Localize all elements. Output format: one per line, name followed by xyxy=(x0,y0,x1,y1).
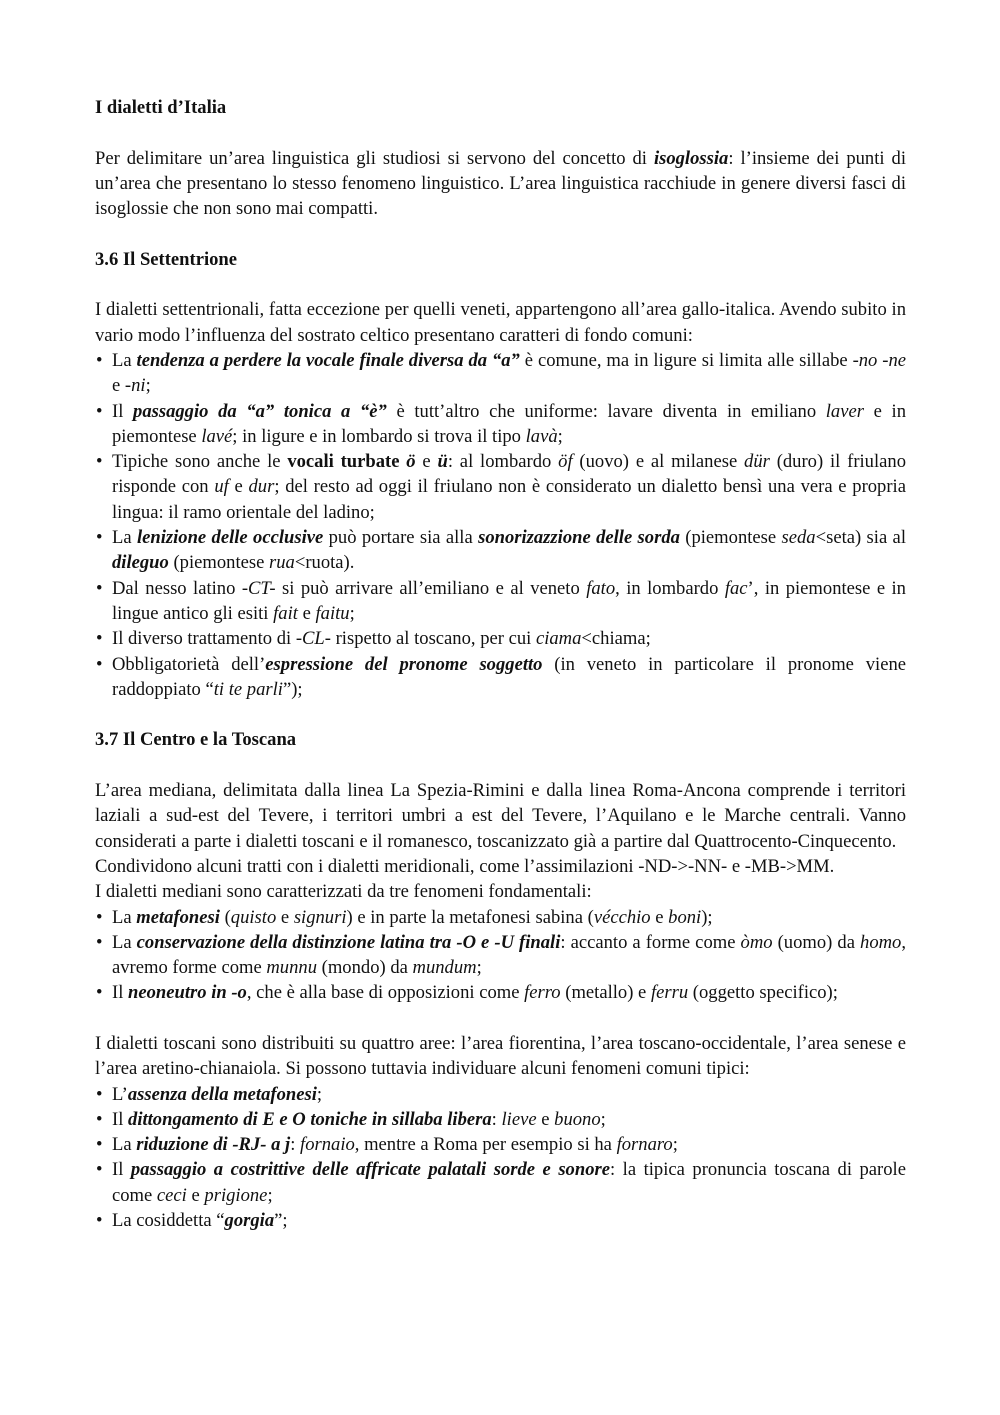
italic-term: -no -ne xyxy=(852,349,907,371)
text-run: I dialetti settentrionali, fatta eccezione per quelli veneti, appartengono all’area gallo-italica. Avendo subito in vario modo l’influenza del sostrato celtico presentano caratteri di fondo comuni: xyxy=(95,299,906,346)
text-run: La xyxy=(112,906,137,928)
italic-term: lieve xyxy=(501,1108,537,1130)
text-run: e xyxy=(112,375,125,397)
text-run: ; in ligure e in lombardo si trova il tipo xyxy=(232,425,526,447)
italic-term: òmo xyxy=(740,931,773,953)
settentrione-bullet-list xyxy=(95,348,906,702)
area-mediana-paragraph xyxy=(95,778,906,854)
text-run: Il xyxy=(112,1108,129,1130)
bullet-item xyxy=(95,449,906,525)
italic-term: boni xyxy=(668,906,702,928)
bullet-item xyxy=(95,652,906,703)
text-run: <ruota). xyxy=(294,552,355,574)
text-run: rispetto al toscano, per cui xyxy=(330,628,536,650)
bold-italic-term: ö xyxy=(406,451,416,473)
bold-italic-term: passaggio da “a” tonica a “è” xyxy=(133,400,387,422)
bold-italic-term: metafonesi xyxy=(136,906,220,928)
assimilazioni-paragraph xyxy=(95,854,906,879)
text-run: Obbligatorietà dell’ xyxy=(112,653,266,675)
italic-term: lavà xyxy=(525,425,558,447)
text-run: La cosiddetta “ xyxy=(112,1210,225,1232)
text-run: può portare sia alla xyxy=(323,527,479,549)
text-run: : l’insieme dei punti di un’area che presentano lo stesso fenomeno linguistico. L’area linguistica racchiude in genere diversi fasci di isoglossie che non sono mai compatti. xyxy=(95,147,906,220)
bullet-item xyxy=(95,1107,906,1132)
italic-term: signuri xyxy=(293,906,347,928)
text-run: ); xyxy=(701,906,713,928)
text-run: Il diverso trattamento di xyxy=(112,628,296,650)
text-run: (duro) il friulano risponde con xyxy=(112,451,906,498)
text-run: e xyxy=(536,1108,555,1130)
text-run: ; xyxy=(557,425,563,447)
italic-term: rua xyxy=(269,552,295,574)
italic-term: fait xyxy=(273,602,298,624)
bullet-item xyxy=(95,399,906,450)
dialetti-toscani-paragraph xyxy=(95,1031,906,1082)
text-run: ; xyxy=(316,1083,323,1105)
text-run: Condividono alcuni tratti con i dialetti meridionali, come l’assimilazioni -ND->-NN- e -MB->MM. xyxy=(95,855,835,877)
text-run: (uomo) da xyxy=(772,931,861,953)
text-run: ; xyxy=(672,1134,678,1156)
text-run: Il xyxy=(112,1159,131,1181)
text-run: si può arrivare all’emiliano e al veneto xyxy=(275,577,587,599)
bullet-item xyxy=(95,1157,906,1208)
bold-italic-term: gorgia xyxy=(224,1210,275,1232)
italic-term: ceci xyxy=(156,1184,187,1206)
text-run: I dialetti toscani sono distribuiti su quattro aree: l’area fiorentina, l’area toscano-occidentale, l’area senese e l’area aretino-chianaiola. Si possono tuttavia individuare alcuni fenomeni comuni tipici: xyxy=(95,1032,906,1080)
bold-italic-term: riduzione di -RJ- a j xyxy=(136,1134,291,1156)
bold-term: vocali turbate xyxy=(287,451,407,473)
text-run: ; xyxy=(145,375,151,397)
text-run: (mondo) da xyxy=(317,957,413,979)
italic-term: fornaro xyxy=(616,1134,673,1156)
section-heading-centro-toscana: 3.7 Il Centro e la Toscana xyxy=(95,729,297,751)
bold-italic-term: neoneutro in -o xyxy=(128,982,247,1004)
italic-term: munnu xyxy=(266,957,317,979)
italic-term: ti te parli xyxy=(213,678,283,700)
bold-italic-term: dileguo xyxy=(112,552,169,574)
text-run: e xyxy=(650,906,669,928)
mediani-bullet-list xyxy=(95,905,906,1006)
italic-term: fornaio xyxy=(300,1134,355,1156)
italic-term: mundum xyxy=(412,957,477,979)
italic-term: fato xyxy=(586,577,616,599)
italic-term: lavé xyxy=(201,425,233,447)
text-run: L’area mediana, delimitata dalla linea La Spezia-Rimini e dalla linea Roma-Ancona comprende i territori laziali a sud-est del Tevere, i territori umbri a est del Tevere, l’Aquilano e le Marche centrali. Vanno considerati a parte i dialetti toscani e il romanesco, toscanizzato già a partire dal Quattrocento-Cinquecento. xyxy=(95,780,906,852)
text-run: (piemontese xyxy=(168,552,269,574)
text-run: , avremo forme come xyxy=(112,931,906,979)
section-heading-settentrione: 3.6 Il Settentrione xyxy=(95,248,238,270)
text-run: ( xyxy=(219,906,231,928)
page-title: I dialetti d’Italia xyxy=(95,97,227,118)
italic-term: quisto xyxy=(230,906,277,928)
text-run: (piemontese xyxy=(679,527,782,549)
bold-italic-term: assenza della metafonesi xyxy=(127,1083,317,1105)
text-run: e in piemontese xyxy=(112,400,906,447)
text-run: (metallo) e xyxy=(560,982,651,1004)
italic-term: ferru xyxy=(650,982,689,1004)
text-run: e xyxy=(415,451,438,473)
text-run: <chiama; xyxy=(581,628,651,650)
italic-term: homo xyxy=(860,931,902,953)
bold-italic-term: sonorizazzione delle sorda xyxy=(478,527,680,549)
italic-term: -CT- xyxy=(241,577,276,599)
text-run: L’ xyxy=(112,1083,128,1105)
italic-term: ciama xyxy=(535,628,582,650)
bold-italic-term: isoglossia xyxy=(653,147,729,169)
bullet-item xyxy=(95,626,906,651)
bullet-item xyxy=(95,1082,906,1107)
text-run: La xyxy=(112,527,137,549)
text-run: : al lombardo xyxy=(447,451,559,473)
text-run: ”); xyxy=(282,678,303,700)
bold-italic-term: espressione del pronome soggetto xyxy=(265,653,543,675)
text-run: e xyxy=(297,602,316,624)
text-run: : la tipica pronuncia toscana di parole come xyxy=(112,1159,906,1206)
italic-term: dür xyxy=(744,451,770,473)
bullet-item xyxy=(95,525,906,576)
bold-italic-term: ü xyxy=(437,451,448,473)
text-run: ; xyxy=(349,602,355,624)
bullet-item xyxy=(95,576,906,627)
text-run: Dal nesso latino xyxy=(112,577,242,599)
text-run: ’, in piemontese e in lingue antico gli esiti xyxy=(112,577,906,624)
text-run: (oggetto specifico); xyxy=(688,982,838,1004)
text-run: : xyxy=(290,1134,301,1156)
italic-term: öf xyxy=(558,451,573,473)
text-run: ; xyxy=(267,1184,273,1206)
bullet-item xyxy=(95,980,906,1005)
text-run: ; xyxy=(600,1108,606,1130)
italic-term: prigione xyxy=(204,1184,268,1206)
settentrione-lead-paragraph xyxy=(95,297,906,348)
italic-term: dur xyxy=(248,476,275,498)
bold-italic-term: tendenza a perdere la vocale finale diversa da “a” xyxy=(136,349,520,371)
italic-term: fac xyxy=(724,577,748,599)
text-run: ) e in parte la metafonesi sabina ( xyxy=(346,906,594,928)
text-run: , in lombardo xyxy=(615,577,725,599)
italic-term: -CL- xyxy=(295,628,331,650)
text-run: <seta) sia al xyxy=(815,527,906,549)
italic-term: uf xyxy=(214,476,229,498)
text-run: Il xyxy=(112,400,134,422)
italic-term: ferro xyxy=(524,982,561,1004)
text-run: è tutt’altro che uniforme: lavare diventa in emiliano xyxy=(386,400,826,422)
text-run: ; del resto ad oggi il friulano non è considerato un dialetto bensì una vera e propria lingua: il ramo orientale del ladino; xyxy=(112,476,906,523)
text-run: , mentre a Roma per esempio si ha xyxy=(354,1134,617,1156)
fenomeni-mediani-paragraph xyxy=(95,879,906,904)
text-run: Il xyxy=(112,982,129,1004)
text-run: : xyxy=(491,1108,502,1130)
bold-italic-term: lenizione delle occlusive xyxy=(136,527,324,549)
bold-italic-term: passaggio a costrittive delle affricate palatali sorde e sonore xyxy=(130,1159,610,1181)
text-run: I dialetti mediani sono caratterizzati da tre fenomeni fondamentali: xyxy=(95,881,592,903)
bullet-item xyxy=(95,1132,906,1157)
bold-italic-term: conservazione della distinzione latina tra -O e -U finali xyxy=(136,931,561,953)
text-run: Tipiche sono anche le xyxy=(112,451,288,473)
text-run: Per delimitare un’area linguistica gli studiosi si servono del concetto di xyxy=(95,147,654,169)
italic-term: -ni xyxy=(124,375,146,397)
document-body xyxy=(95,95,906,1233)
text-run: e xyxy=(186,1184,205,1206)
text-run: La xyxy=(112,931,137,953)
text-run: : accanto a forme come xyxy=(560,931,741,953)
italic-term: faitu xyxy=(315,602,350,624)
bullet-item xyxy=(95,905,906,930)
text-run: , che è alla base di opposizioni come xyxy=(246,982,525,1004)
text-run: (in veneto in particolare il pronome viene raddoppiato “ xyxy=(112,653,907,700)
italic-term: laver xyxy=(825,400,864,422)
text-run: è comune, ma in ligure si limita alle sillabe xyxy=(519,349,853,371)
italic-term: seda xyxy=(781,527,816,549)
bold-italic-term: dittongamento di E e O toniche in sillaba libera xyxy=(128,1108,492,1130)
text-run: La xyxy=(112,1134,137,1156)
toscani-bullet-list xyxy=(95,1082,906,1234)
text-run: e xyxy=(276,906,294,928)
text-run: La xyxy=(112,349,137,371)
italic-term: buono xyxy=(554,1108,601,1130)
text-run: ”; xyxy=(274,1210,288,1232)
bullet-item xyxy=(95,348,906,399)
intro-paragraph xyxy=(95,146,906,222)
bullet-item xyxy=(95,930,906,981)
bullet-item xyxy=(95,1208,906,1233)
text-run: ; xyxy=(476,957,482,979)
text-run: e xyxy=(228,476,249,498)
text-run: (uovo) e al milanese xyxy=(572,451,745,473)
italic-term: vécchio xyxy=(593,906,651,928)
